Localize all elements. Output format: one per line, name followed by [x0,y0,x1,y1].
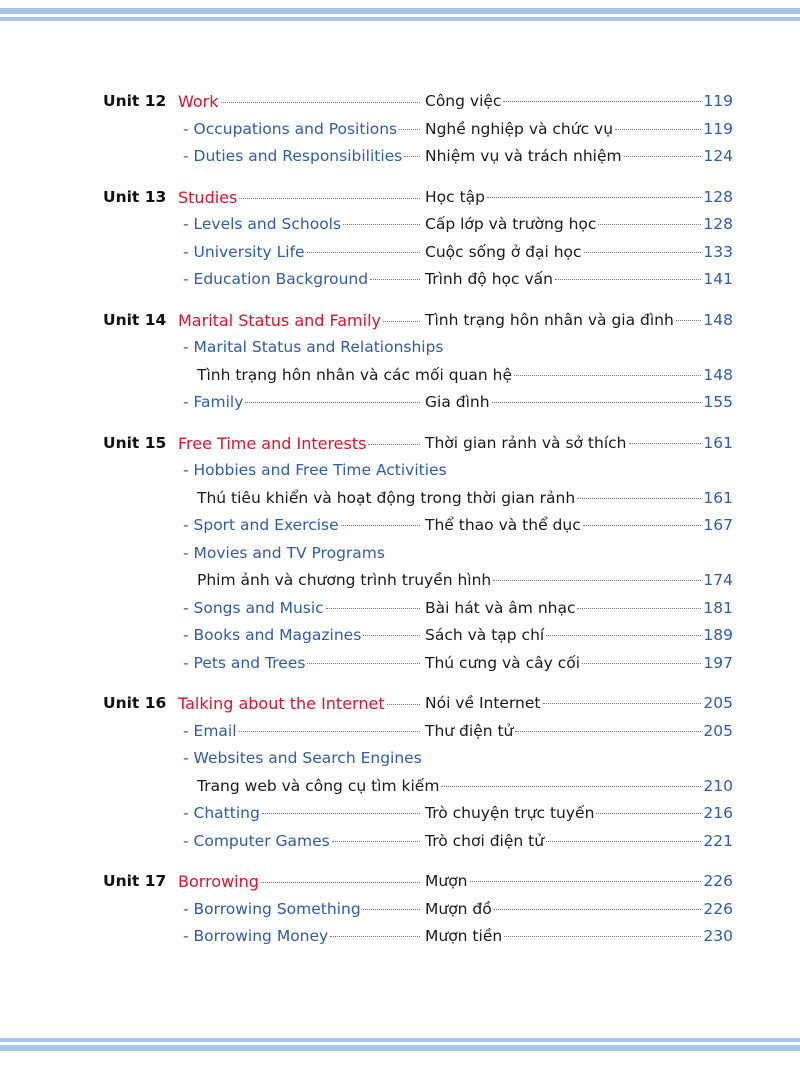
unit-title-vi [425,690,733,718]
dot-leader [387,704,420,705]
lesson-title-vi [425,239,733,267]
lesson-title-en-text[interactable]: - Hobbies and Free Time Activities [183,461,447,479]
page-number[interactable]: 174 [703,571,733,589]
lesson-title-vi-text: Phim ảnh và chương trình truyền hình [197,571,492,589]
dot-leader [487,197,701,198]
unit-title-vi [425,430,733,458]
lesson-title-en-text[interactable]: - Email [183,721,237,740]
lesson-row[interactable] [103,143,733,171]
unit-title-en[interactable] [178,184,422,212]
lesson-title-en-text[interactable]: - Movies and TV Programs [183,543,385,562]
lesson-row[interactable] [103,595,733,623]
lesson-row[interactable] [103,266,733,294]
unit-heading-row[interactable] [103,184,733,212]
dot-leader [383,321,420,322]
lesson-title-en[interactable] [183,334,733,362]
unit-number: Unit 16 [103,694,167,712]
lesson-row-translation[interactable] [103,485,733,513]
lesson-title-vi-text: Sách và tạp chí [425,626,545,644]
dot-leader [503,101,701,102]
unit-number: Unit 17 [103,872,167,890]
lesson-title-vi-text: Trang web và công cụ tìm kiếm [197,776,440,795]
lesson-title-vi-text: Gia đình [425,393,490,411]
lesson-title-vi [425,650,733,678]
dot-leader [629,443,702,444]
unit-title-vi-text: Thời gian rảnh và sở thích [425,433,627,452]
unit-title-en[interactable] [178,307,422,335]
lesson-title-en[interactable] [183,595,422,623]
lesson-row[interactable] [103,116,733,144]
unit-section [103,690,733,855]
lesson-title-vi-text: Mượn đồ [425,899,492,918]
lesson-title-vi [425,116,733,144]
unit-title-vi [425,184,733,212]
dot-leader [596,813,701,814]
lesson-title-en[interactable] [183,745,733,773]
lesson-title-vi [425,389,733,417]
lesson-title-vi-text: Thú cưng và cây cối [425,653,581,672]
lesson-title-vi-text: Cấp lớp và trường học [425,215,597,233]
lesson-title-en[interactable] [183,239,422,267]
lesson-row[interactable] [103,923,733,951]
lesson-title-en[interactable] [183,143,422,171]
lesson-row[interactable] [103,457,733,485]
lesson-row[interactable] [103,389,733,417]
lesson-row[interactable] [103,239,733,267]
lesson-title-vi-text: Trò chuyện trực tuyến [425,804,595,822]
lesson-row[interactable] [103,896,733,924]
lesson-title-en[interactable] [183,211,422,239]
page-number[interactable]: 230 [703,927,733,945]
unit-section [103,184,733,294]
lesson-title-en[interactable] [183,389,422,417]
page-number[interactable]: 205 [703,694,733,712]
unit-heading-row[interactable] [103,690,733,718]
lesson-title-en-text[interactable]: - Occupations and Positions [183,119,398,138]
lesson-title-en-text[interactable]: - Books and Magazines [183,626,362,644]
page-number[interactable]: 119 [703,92,733,110]
lesson-title-vi [197,485,733,513]
dot-leader [341,525,420,526]
dot-leader [330,936,420,937]
unit-section [103,868,733,951]
unit-title-vi-text: Học tập [425,187,486,206]
lesson-title-en-text[interactable]: - Borrowing Something [183,899,361,918]
lesson-row[interactable] [103,800,733,828]
dot-leader [245,402,420,403]
unit-heading-row[interactable] [103,868,733,896]
lesson-title-en[interactable] [183,800,422,828]
dot-leader [404,156,420,157]
lesson-title-en-text[interactable]: - Family [183,393,244,411]
page-number[interactable]: 226 [703,872,733,890]
lesson-title-vi-text: Trò chơi điện tử [425,831,545,850]
lesson-title-en-text[interactable]: - Borrowing Money [183,927,329,945]
lesson-title-vi [425,896,733,924]
page-number[interactable]: 221 [703,831,733,850]
lesson-row[interactable] [103,718,733,746]
dot-leader [504,936,701,937]
lesson-title-en[interactable] [183,116,422,144]
dot-leader [363,909,420,910]
unit-heading-row[interactable] [103,88,733,116]
page-number[interactable]: 119 [703,119,733,138]
unit-title-vi-text: Công việc [425,92,502,110]
lesson-title-vi [425,800,733,828]
lesson-title-en[interactable] [183,718,422,746]
unit-heading-row[interactable] [103,307,733,335]
unit-number: Unit 15 [103,433,167,452]
lesson-title-en-text[interactable]: - Songs and Music [183,598,324,617]
page-number[interactable]: 197 [703,653,733,672]
lesson-title-en-text[interactable]: - Education Background [183,270,369,288]
lesson-title-en[interactable] [183,622,422,650]
lesson-title-vi [425,211,733,239]
page-number[interactable]: 148 [703,310,733,329]
dot-leader [399,129,420,130]
lesson-title-vi-text: Mượn tiền [425,927,503,945]
page-number[interactable]: 141 [703,270,733,288]
lesson-title-vi-text: Bài hát và âm nhạc [425,598,576,617]
unit-title-vi [425,88,733,116]
dot-leader [546,841,701,842]
unit-number: Unit 13 [103,187,167,206]
unit-title-en-text[interactable]: Free Time and Interests [178,433,367,453]
lesson-title-en-text[interactable]: - Computer Games [183,831,330,850]
dot-leader [676,320,702,321]
unit-title-en-text[interactable]: Borrowing [178,872,259,891]
lesson-row[interactable] [103,828,733,856]
dot-leader [546,635,701,636]
lesson-title-en-text[interactable]: - Pets and Trees [183,653,306,672]
page-number[interactable]: 181 [703,598,733,617]
lesson-title-en-text[interactable]: - Duties and Responsibilities [183,147,403,165]
lesson-title-vi [197,773,733,801]
lesson-title-en[interactable] [183,512,422,540]
unit-title-en[interactable] [178,690,422,718]
lesson-title-en[interactable] [183,540,733,568]
lesson-title-vi-text: Trình độ học vấn [425,270,553,288]
lesson-title-en[interactable] [183,650,422,678]
unit-title-vi-text: Nói về Internet [425,694,541,712]
lesson-title-en[interactable] [183,457,733,485]
lesson-title-vi [425,143,733,171]
lesson-title-vi-text: Thư điện tử [425,721,514,740]
page-number[interactable]: 148 [703,365,733,384]
unit-title-en-text[interactable]: Studies [178,187,238,207]
dot-leader [494,909,702,910]
dot-leader [307,252,420,253]
page-number[interactable]: 210 [703,776,733,795]
dot-leader [307,663,420,664]
lesson-title-vi-text: Cuộc sống ở đại học [425,242,582,261]
lesson-title-en[interactable] [183,266,422,294]
dot-leader [543,703,702,704]
table-of-contents [103,88,733,964]
dot-leader [368,444,420,445]
dot-leader [598,224,701,225]
page-number[interactable]: 124 [703,147,733,165]
dot-leader [441,786,701,787]
dot-leader [363,635,420,636]
lesson-title-en[interactable] [183,896,422,924]
dot-leader [262,813,420,814]
lesson-title-vi [425,923,733,951]
lesson-title-vi [425,622,733,650]
lesson-title-en-text[interactable]: - Sport and Exercise [183,516,339,534]
lesson-title-en-text[interactable]: - Chatting [183,804,260,822]
bottom-decorative-band [0,1038,800,1051]
unit-title-vi-text: Tình trạng hôn nhân và gia đình [425,310,674,329]
lesson-title-en-text[interactable]: - University Life [183,242,305,261]
lesson-title-vi [425,266,733,294]
unit-title-en-text[interactable]: Marital Status and Family [178,310,381,330]
lesson-title-vi-text: Thú tiêu khiển và hoạt động trong thời gian rảnh [197,488,576,507]
unit-number: Unit 14 [103,310,167,329]
lesson-title-vi [425,512,733,540]
dot-leader [261,882,420,883]
page-number[interactable]: 161 [703,433,733,452]
lesson-title-vi [425,828,733,856]
page-number[interactable]: 167 [703,516,733,534]
dot-leader [492,402,702,403]
unit-title-vi [425,868,733,896]
dot-leader [577,608,701,609]
unit-title-en[interactable] [178,430,422,458]
page-number[interactable]: 133 [703,242,733,261]
dot-leader [583,525,702,526]
unit-title-vi-text: Mượn [425,872,468,890]
lesson-row[interactable] [103,745,733,773]
lesson-title-en[interactable] [183,828,422,856]
dot-leader [326,608,420,609]
lesson-title-vi [425,718,733,746]
dot-leader [239,731,420,732]
page-number[interactable]: 205 [703,721,733,740]
lesson-title-vi [197,567,733,595]
unit-section [103,307,733,417]
page-number[interactable]: 128 [703,187,733,206]
dot-leader [577,498,701,499]
lesson-title-en-text[interactable]: - Marital Status and Relationships [183,338,444,356]
unit-section [103,88,733,171]
page-number[interactable]: 128 [703,215,733,233]
lesson-row[interactable] [103,622,733,650]
lesson-title-en-text[interactable]: - Websites and Search Engines [183,749,422,767]
dot-leader [370,279,420,280]
lesson-row[interactable] [103,540,733,568]
dot-leader [332,841,420,842]
lesson-title-vi-text: Thể thao và thể dục [425,516,581,534]
lesson-title-vi [197,362,733,390]
lesson-title-vi-text: Nhiệm vụ và trách nhiệm [425,147,622,165]
dot-leader [470,881,702,882]
dot-leader [239,198,420,199]
dot-leader [514,375,701,376]
dot-leader [555,279,701,280]
lesson-row-translation[interactable] [103,567,733,595]
dot-leader [582,663,701,664]
dot-leader [615,129,701,130]
unit-title-en[interactable] [178,868,422,896]
page-number[interactable]: 216 [703,804,733,822]
dot-leader [343,224,420,225]
lesson-title-vi-text: Tình trạng hôn nhân và các mối quan hệ [197,365,512,384]
lesson-row-translation[interactable] [103,362,733,390]
unit-section [103,430,733,678]
top-decorative-band [0,8,800,21]
lesson-title-vi [425,595,733,623]
dot-leader [515,731,701,732]
unit-number: Unit 12 [103,92,167,110]
lesson-title-en-text[interactable]: - Levels and Schools [183,215,342,233]
lesson-title-vi-text: Nghề nghiệp và chức vụ [425,119,614,138]
lesson-row-translation[interactable] [103,773,733,801]
unit-title-en[interactable] [178,88,422,116]
lesson-row[interactable] [103,211,733,239]
unit-title-en-text[interactable]: Talking about the Internet [178,694,385,713]
page-number[interactable]: 189 [703,626,733,644]
dot-leader [221,102,420,103]
dot-leader [624,156,702,157]
lesson-title-en[interactable] [183,923,422,951]
lesson-row[interactable] [103,334,733,362]
unit-title-en-text[interactable]: Work [178,92,219,111]
page-number[interactable]: 161 [703,488,733,507]
dot-leader [493,580,701,581]
dot-leader [584,252,702,253]
unit-heading-row[interactable] [103,430,733,458]
page-number[interactable]: 226 [703,899,733,918]
lesson-row[interactable] [103,512,733,540]
unit-title-vi [425,307,733,335]
lesson-row[interactable] [103,650,733,678]
page-number[interactable]: 155 [703,393,733,411]
